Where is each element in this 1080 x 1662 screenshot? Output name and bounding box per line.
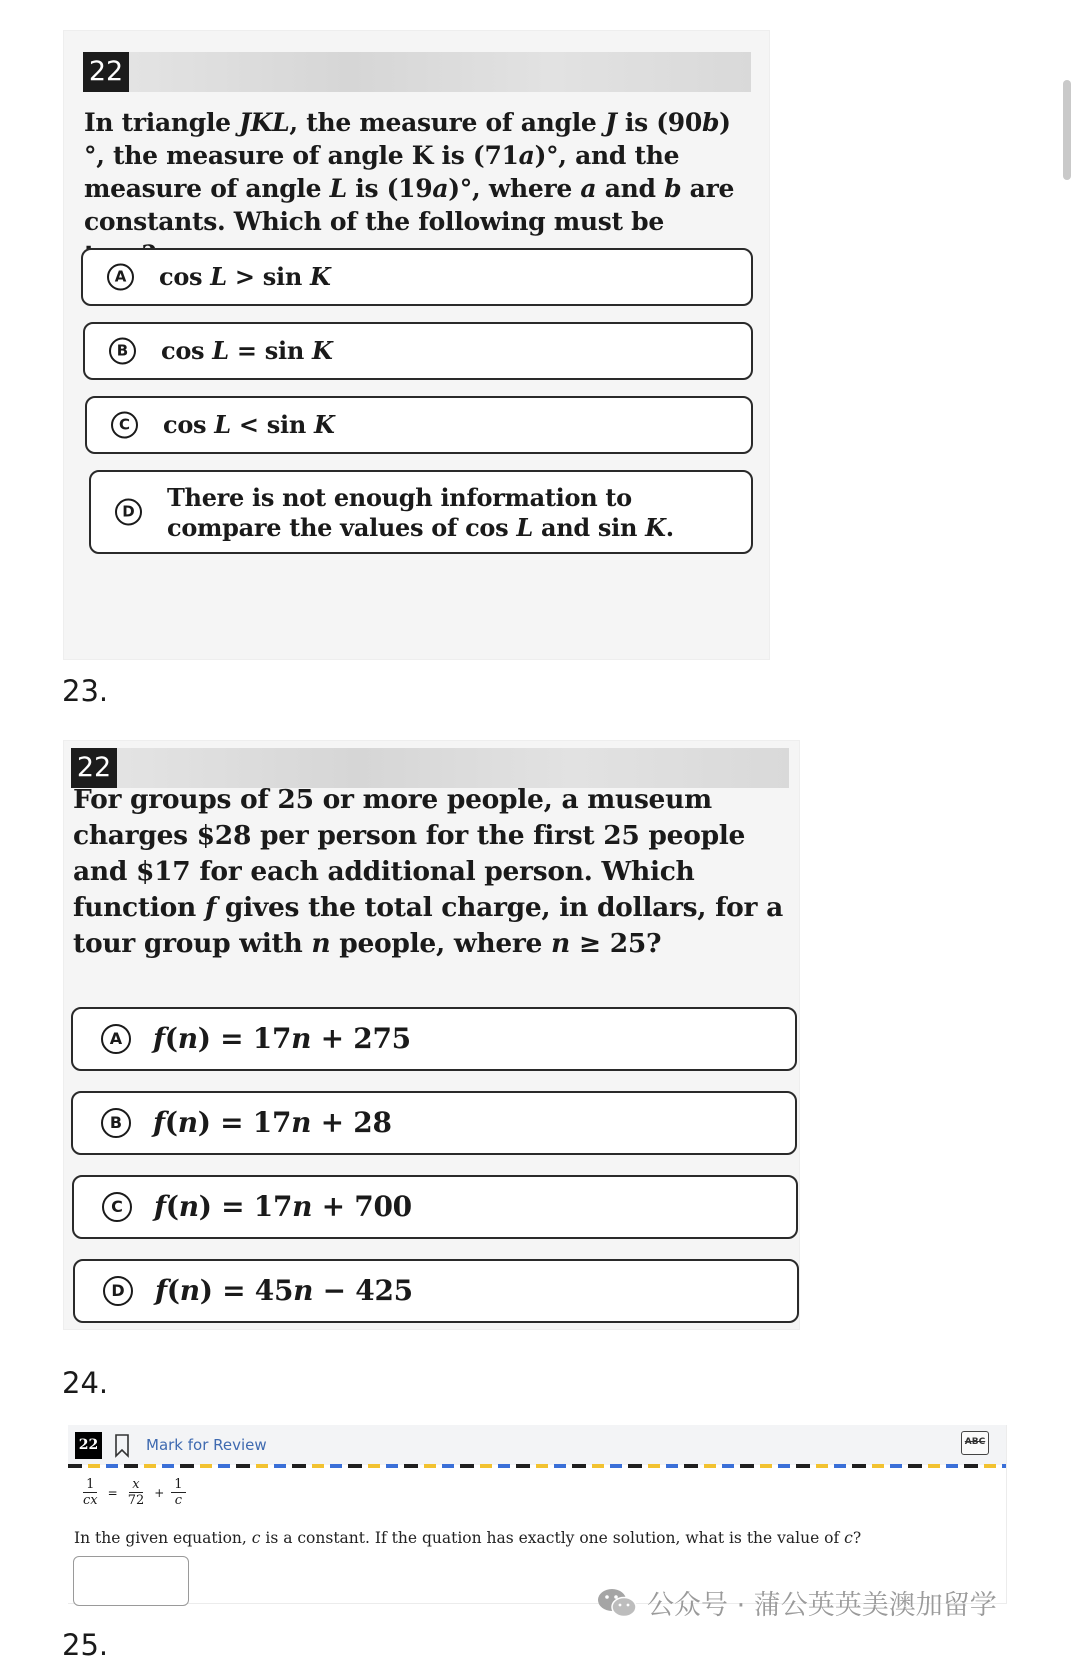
question-number-badge: 22 xyxy=(71,748,117,788)
option-a-text: cos L > sin K xyxy=(159,262,331,291)
option-letter-a-icon: A xyxy=(107,264,134,291)
question-stem: For groups of 25 or more people, a museum charges $28 per person for the first 25 people and $17 for each additional person. Which function f gives the total charge, in dollars, for a tour group with n people, where n ≥ 25? xyxy=(73,784,784,959)
equation-term2-fraction xyxy=(171,1477,185,1508)
question-prompt: In the given equation, c is a constant. If the quation has exactly one solution, what is the value of c? xyxy=(74,1529,862,1547)
answer-option-a[interactable] xyxy=(71,1007,797,1071)
answer-option-b[interactable] xyxy=(83,322,753,380)
fraction-denominator: 72 xyxy=(127,1493,145,1508)
question-card-2 xyxy=(63,740,800,1330)
question-toolbar xyxy=(68,1425,1006,1465)
wechat-icon xyxy=(597,1586,637,1620)
fraction-numerator: 1 xyxy=(171,1477,185,1493)
answer-option-b[interactable] xyxy=(71,1091,797,1155)
answer-option-a[interactable] xyxy=(81,248,753,306)
option-d-text: There is not enough information to compare the values of cos L and sin K. xyxy=(167,483,674,542)
section-number-23: 23. xyxy=(62,674,109,708)
option-d-text: f(n) = 45n − 425 xyxy=(155,1274,413,1307)
option-letter-d-icon: D xyxy=(103,1276,133,1306)
option-letter-c-icon: C xyxy=(111,412,138,439)
answer-option-c[interactable] xyxy=(72,1175,798,1239)
option-a-text: f(n) = 17n + 275 xyxy=(153,1022,411,1055)
option-letter-a-icon: A xyxy=(101,1024,131,1054)
answer-option-c[interactable] xyxy=(85,396,753,454)
section-number-24: 24. xyxy=(62,1366,109,1400)
equation-term1-fraction xyxy=(125,1477,148,1508)
plus-sign: + xyxy=(154,1485,165,1500)
option-letter-b-icon: B xyxy=(101,1108,131,1138)
question-card-1 xyxy=(63,30,770,660)
question-number-badge: 22 xyxy=(75,1432,102,1459)
progress-dashes xyxy=(68,1464,1006,1468)
watermark-text: 公众号 · 蒲公英英美澳加留学 xyxy=(647,1590,997,1621)
fraction-denominator: c xyxy=(174,1493,183,1508)
option-c-text: f(n) = 17n + 700 xyxy=(154,1190,412,1223)
digital-question-card xyxy=(68,1425,1007,1604)
fraction-numerator: 1 xyxy=(83,1477,97,1493)
equation-lhs-fraction xyxy=(80,1477,101,1508)
fraction-numerator: x xyxy=(129,1477,142,1493)
option-b-text: f(n) = 17n + 28 xyxy=(153,1106,392,1139)
abc-eliminator-icon[interactable]: ABC xyxy=(961,1431,989,1455)
question-stem: In triangle JKL, the measure of angle J is (90b)°, the measure of angle K is (71a)°, and the measure of angle L is (19a)°, where a and b are constants. Which of the following must be xyxy=(84,108,735,236)
fraction-denominator: cx xyxy=(83,1493,98,1508)
answer-input[interactable] xyxy=(73,1556,189,1606)
answer-option-d[interactable] xyxy=(73,1259,799,1323)
question-number-badge: 22 xyxy=(83,52,129,92)
option-letter-c-icon: C xyxy=(102,1192,132,1222)
given-equation xyxy=(76,1477,190,1508)
answer-option-d[interactable] xyxy=(89,470,753,554)
option-b-text: cos L = sin K xyxy=(161,336,333,365)
mark-for-review-link[interactable]: Mark for Review xyxy=(146,1436,267,1454)
page-scrollbar[interactable] xyxy=(1063,80,1071,180)
option-c-text: cos L < sin K xyxy=(163,410,335,439)
option-letter-b-icon: B xyxy=(109,338,136,365)
equals-sign: = xyxy=(107,1485,118,1500)
section-number-25: 25. xyxy=(62,1628,109,1662)
bookmark-icon[interactable] xyxy=(114,1434,130,1458)
question-header-bar xyxy=(83,52,751,92)
watermark xyxy=(597,1583,997,1622)
option-letter-d-icon: D xyxy=(115,499,142,526)
